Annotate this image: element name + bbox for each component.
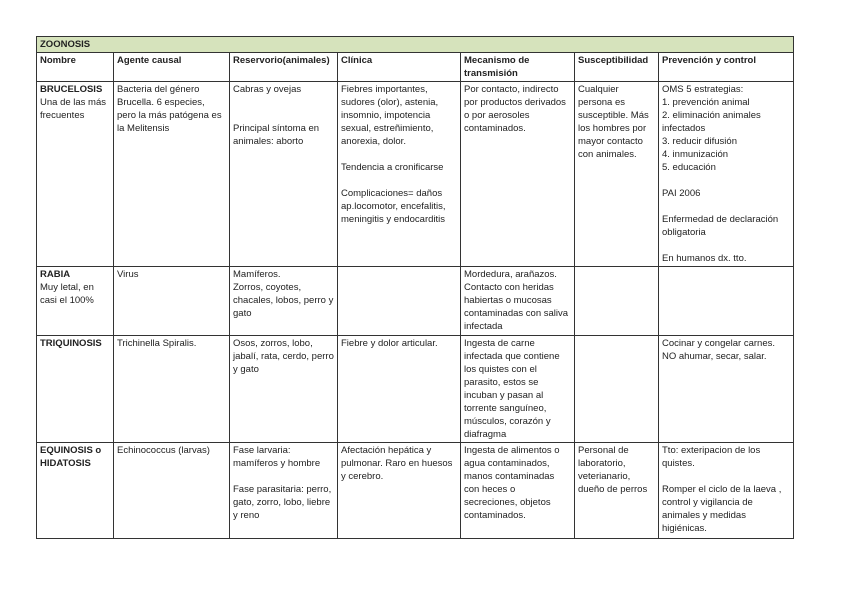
disease-name: BRUCELOSIS — [40, 84, 103, 95]
table-row — [37, 336, 794, 443]
cell-line — [233, 96, 334, 109]
cell-line: Ingesta de alimentos o agua contaminados, manos contaminadas con heces o secreciones, objetos contaminados. — [464, 445, 560, 521]
cell-line: Enfermedad de declaración obligatoria — [662, 214, 779, 238]
cell-line: Complicaciones= daños ap.locomotor, encefalitis, meningitis y endocarditis — [341, 188, 446, 225]
cell-line: Cualquier persona es susceptible. Más los hombres por mayor contacto con animales. — [578, 84, 649, 160]
susceptibilidad-cell — [575, 82, 659, 267]
cell-line: En humanos dx. tto. — [662, 253, 747, 264]
mecanismo-cell — [461, 336, 575, 443]
cell-line — [341, 148, 457, 161]
prevencion-cell — [659, 267, 794, 336]
cell-line: 1. prevención animal — [662, 97, 750, 108]
table-title: ZOONOSIS — [37, 37, 794, 53]
cell-line: Cabras y ovejas — [233, 84, 302, 95]
header-row — [37, 53, 794, 82]
cell-line — [662, 174, 790, 187]
cell-line: Fiebres importantes, sudores (olor), astenia, insomnio, impotencia sexual, estreñimiento, anorexia, dolor. — [341, 84, 439, 147]
cell-line: Mordedura, arañazos. — [464, 269, 557, 280]
disease-note: Una de las más frecuentes — [40, 97, 107, 121]
susceptibilidad-cell — [575, 443, 659, 539]
cell-line: Cocinar y congelar carnes. NO ahumar, secar, salar. — [662, 338, 775, 362]
disease-note: Muy letal, en casi el 100% — [40, 282, 94, 306]
cell-line: Tendencia a cronificarse — [341, 162, 444, 173]
clinica-cell — [338, 267, 461, 336]
cell-line: 4. inmunización — [662, 149, 729, 160]
cell-line: Fase larvaria: mamíferos y hombre — [233, 445, 321, 469]
disease-name: RABIA — [40, 269, 71, 280]
column-header: Prevención y control — [659, 53, 794, 82]
reservorio-cell — [230, 82, 338, 267]
column-header: Reservorio(animales) — [230, 53, 338, 82]
cell-line — [341, 174, 457, 187]
disease-name-cell — [37, 336, 114, 443]
cell-line: Personal de laboratorio, veterianario, dueño de perros — [578, 445, 648, 495]
cell-line: Principal síntoma en animales: aborto — [233, 123, 320, 147]
clinica-cell — [338, 82, 461, 267]
disease-name: TRIQUINOSIS — [40, 338, 102, 349]
column-header: Nombre — [37, 53, 114, 82]
cell-line — [233, 470, 334, 483]
agente-causal-cell: Trichinella Spiralis. — [114, 336, 230, 443]
mecanismo-cell — [461, 82, 575, 267]
disease-name-cell — [37, 82, 114, 267]
cell-line: Fiebre y dolor articular. — [341, 338, 438, 349]
prevencion-cell — [659, 336, 794, 443]
clinica-cell — [338, 336, 461, 443]
cell-line: 5. educación — [662, 162, 716, 173]
susceptibilidad-cell — [575, 336, 659, 443]
prevencion-cell — [659, 443, 794, 539]
cell-line: OMS 5 estrategias: — [662, 84, 744, 95]
cell-line: Mamíferos. — [233, 269, 281, 280]
zoonosis-table — [36, 36, 794, 539]
cell-line: Tto: exteripacion de los quistes. — [662, 445, 761, 469]
cell-line: PAI 2006 — [662, 188, 701, 199]
cell-line — [662, 470, 790, 483]
cell-line: Por contacto, indirecto por productos derivados o por aerosoles contaminados. — [464, 84, 566, 134]
mecanismo-cell — [461, 443, 575, 539]
cell-line: Romper el ciclo de la laeva , control y vigilancia de animales y medidas higiénicas. — [662, 484, 782, 534]
agente-causal-cell: Echinococcus (larvas) — [114, 443, 230, 539]
table-row — [37, 443, 794, 539]
cell-line: Afectación hepática y pulmonar. Raro en huesos y cerebro. — [341, 445, 453, 482]
cell-line: Ingesta de carne infectada que contiene los quistes con el parasito, estos se incuban y pasan al torrente sanguíneo, músculos, corazón y diafragma — [464, 338, 560, 440]
reservorio-cell — [230, 267, 338, 336]
cell-line — [233, 109, 334, 122]
cell-line — [662, 239, 790, 252]
cell-line: 3. reducir difusión — [662, 136, 737, 147]
table-body — [37, 82, 794, 539]
cell-line: Fase parasitaria: perro, gato, zorro, lobo, liebre y reno — [233, 484, 332, 521]
table-row — [37, 267, 794, 336]
column-header: Mecanismo de transmisión — [461, 53, 575, 82]
reservorio-cell — [230, 443, 338, 539]
cell-line: 2. eliminación animales infectados — [662, 110, 761, 134]
disease-name: EQUINOSIS o HIDATOSIS — [40, 445, 102, 469]
table-row — [37, 82, 794, 267]
mecanismo-cell — [461, 267, 575, 336]
cell-line: Zorros, coyotes, chacales, lobos, perro y gato — [233, 282, 334, 319]
susceptibilidad-cell — [575, 267, 659, 336]
column-header: Agente causal — [114, 53, 230, 82]
cell-line — [662, 200, 790, 213]
agente-causal-cell: Virus — [114, 267, 230, 336]
column-header: Clínica — [338, 53, 461, 82]
clinica-cell — [338, 443, 461, 539]
disease-name-cell — [37, 443, 114, 539]
cell-line: Osos, zorros, lobo, jabalí, rata, cerdo, perro y gato — [233, 338, 334, 375]
column-header: Susceptibilidad — [575, 53, 659, 82]
disease-name-cell — [37, 267, 114, 336]
cell-line: Contacto con heridas habiertas o mucosas contaminadas con saliva infectada — [464, 282, 569, 332]
prevencion-cell — [659, 82, 794, 267]
reservorio-cell — [230, 336, 338, 443]
agente-causal-cell: Bacteria del género Brucella. 6 especies, pero la más patógena es la Melitensis — [114, 82, 230, 267]
